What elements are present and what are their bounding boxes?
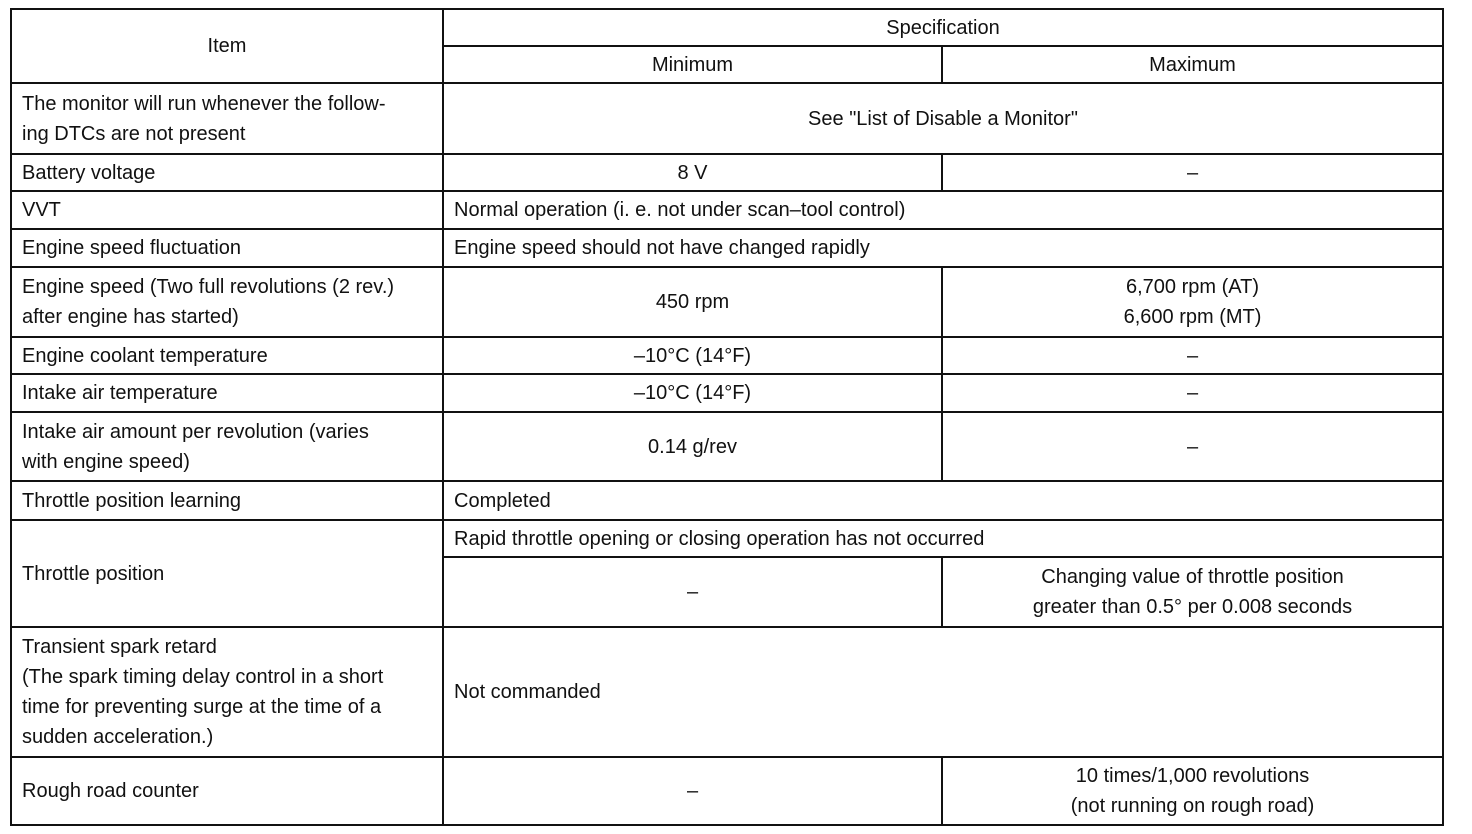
row-item: Transient spark retard (The spark timing delay control in a short time for preventing surge at the time of a sudden acceleration.) xyxy=(11,627,443,757)
row-item: Intake air temperature xyxy=(11,374,443,412)
table-row xyxy=(11,229,1443,267)
row-item: Battery voltage xyxy=(11,154,443,191)
row-min: –10°C (14°F) xyxy=(443,337,942,374)
row-item: The monitor will run whenever the follow- ing DTCs are not present xyxy=(11,83,443,154)
table-row xyxy=(11,481,1443,520)
row-max: 10 times/1,000 revolutions (not running on rough road) xyxy=(942,757,1443,825)
row-max: – xyxy=(942,374,1443,412)
table-row xyxy=(11,83,1443,154)
table-row xyxy=(11,374,1443,412)
table-row xyxy=(11,337,1443,374)
row-max: – xyxy=(942,337,1443,374)
row-min: 0.14 g/rev xyxy=(443,412,942,481)
table-row xyxy=(11,191,1443,229)
row-item: Rough road counter xyxy=(11,757,443,825)
row-max: Changing value of throttle position greater than 0.5° per 0.008 seconds xyxy=(942,557,1443,627)
row-min: –10°C (14°F) xyxy=(443,374,942,412)
table-row xyxy=(11,267,1443,337)
row-spec: Not commanded xyxy=(443,627,1443,757)
header-item: Item xyxy=(11,9,443,83)
row-max: 6,700 rpm (AT) 6,600 rpm (MT) xyxy=(942,267,1443,337)
header-row-1 xyxy=(11,9,1443,46)
row-item: Engine coolant temperature xyxy=(11,337,443,374)
row-min: 8 V xyxy=(443,154,942,191)
specification-table xyxy=(10,8,1444,826)
row-item: Throttle position learning xyxy=(11,481,443,520)
row-min: 450 rpm xyxy=(443,267,942,337)
header-maximum: Maximum xyxy=(942,46,1443,83)
row-item: Throttle position xyxy=(11,520,443,627)
row-max: – xyxy=(942,154,1443,191)
table-row xyxy=(11,757,1443,825)
row-spec: Completed xyxy=(443,481,1443,520)
header-minimum: Minimum xyxy=(443,46,942,83)
header-specification: Specification xyxy=(443,9,1443,46)
row-item: Engine speed fluctuation xyxy=(11,229,443,267)
table-row xyxy=(11,520,1443,557)
row-item: VVT xyxy=(11,191,443,229)
table-row xyxy=(11,627,1443,757)
row-spec: See "List of Disable a Monitor" xyxy=(443,83,1443,154)
row-item: Engine speed (Two full revolutions (2 rev.) after engine has started) xyxy=(11,267,443,337)
row-max: – xyxy=(942,412,1443,481)
row-spec: Rapid throttle opening or closing operation has not occurred xyxy=(443,520,1443,557)
row-spec: Normal operation (i. e. not under scan–tool control) xyxy=(443,191,1443,229)
row-spec: Engine speed should not have changed rapidly xyxy=(443,229,1443,267)
row-item: Intake air amount per revolution (varies with engine speed) xyxy=(11,412,443,481)
table-row xyxy=(11,412,1443,481)
table-row xyxy=(11,154,1443,191)
row-min: – xyxy=(443,557,942,627)
row-min: – xyxy=(443,757,942,825)
